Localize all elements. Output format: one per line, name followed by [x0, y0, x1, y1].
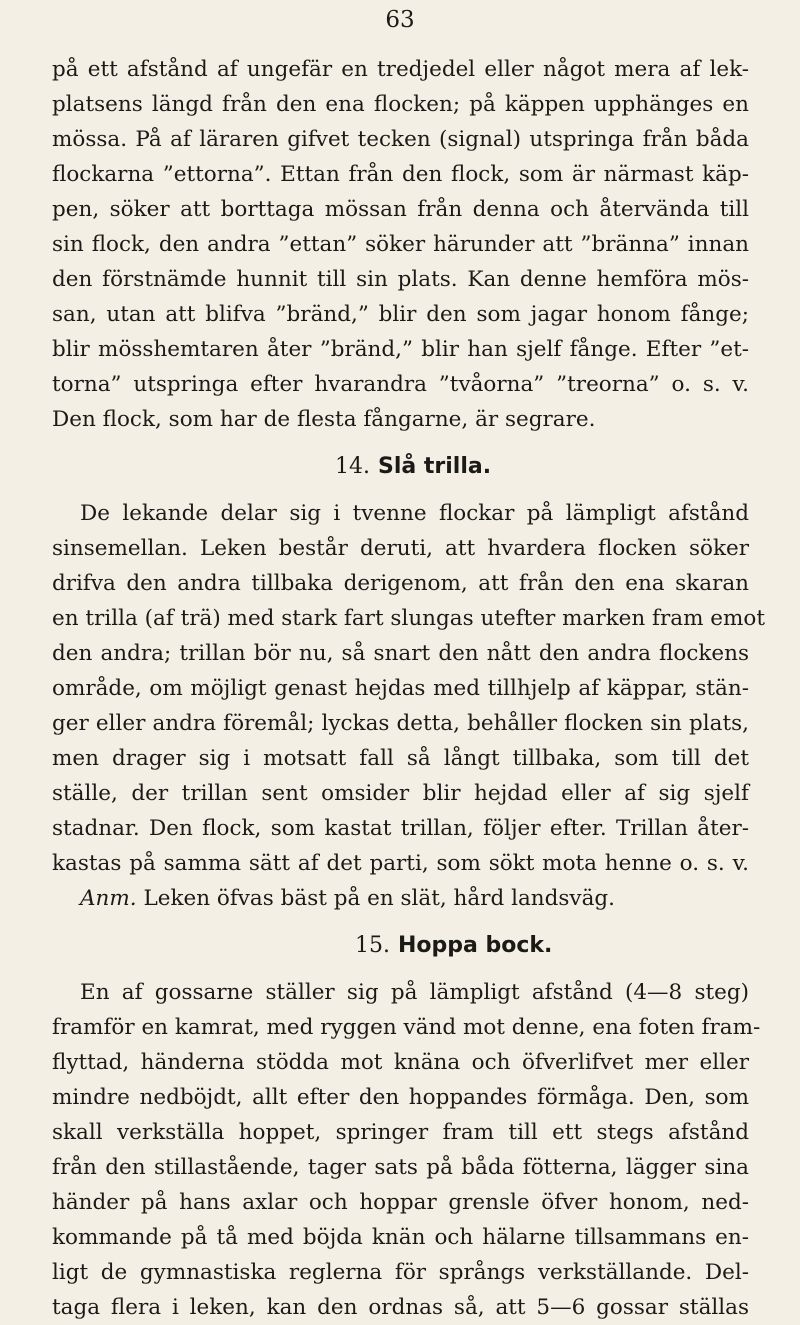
note-line [52, 881, 749, 916]
text-line: område, om möjligt genast hejdas med tillhjelp af käppar, stän- [52, 676, 749, 701]
text-line: men drager sig i motsatt fall så långt tillbaka, som till det [52, 746, 749, 771]
text-line: ger eller andra föremål; lyckas detta, behåller flocken sin plats, [52, 711, 749, 736]
text-line: framför en kamrat, med ryggen vänd mot denne, ena foten fram- [52, 1015, 761, 1040]
section-title: Slå trilla. [378, 454, 492, 479]
text-line: flyttad, händerna stödda mot knäna och öfverlifvet mer eller [52, 1050, 749, 1075]
text-line: taga flera i leken, kan den ordnas så, att 5—6 gossar ställas [52, 1295, 749, 1320]
text-line: ställe, der trillan sent omsider blir hejdad eller af sig sjelf [52, 781, 749, 806]
text-line: sinsemellan. Leken består deruti, att hvardera flocken söker [52, 536, 749, 561]
text-line: flockarna ”ettorna”. Ettan från den flock, som är närmast käp- [52, 162, 749, 187]
section-number: 15. [355, 933, 390, 958]
text-line: En af gossarne ställer sig på lämpligt afstånd (4—8 steg) [80, 980, 749, 1005]
text-line: Den flock, som har de flesta fångarne, är segrare. [52, 407, 596, 432]
text-line: mindre nedböjdt, allt efter den hoppandes förmåga. Den, som [52, 1085, 749, 1110]
text-line: den andra; trillan bör nu, så snart den nått den andra flockens [52, 641, 749, 666]
text-line: på ett afstånd af ungefär en tredjedel eller något mera af lek- [52, 57, 749, 82]
section-heading-15 [52, 928, 749, 963]
section-14-body [52, 496, 766, 916]
text-line: den förstnämde hunnit till sin plats. Kan denne hemföra mös- [52, 267, 749, 292]
text-line: san, utan att blifva ”bränd,” blir den som jagar honom fånge; [52, 302, 749, 327]
text-line: skall verkställa hoppet, springer fram till ett stegs afstånd [52, 1120, 749, 1145]
note-text: Leken öfvas bäst på en slät, hård landsväg. [136, 886, 615, 911]
text-line: drifva den andra tillbaka derigenom, att från den ena skaran [52, 571, 749, 596]
paragraph-continued [52, 52, 749, 437]
text-line: De lekande delar sig i tvenne flockar på lämpligt afstånd [80, 501, 749, 526]
text-line: torna” utspringa efter hvarandra ”tvåorna” ”treorna” o. s. v. [52, 372, 749, 397]
section-15-body [52, 975, 761, 1325]
text-line: mössa. På af läraren gifvet tecken (signal) utspringa från båda [52, 127, 749, 152]
body-text [52, 52, 766, 1325]
section-title: Hoppa bock. [398, 933, 553, 958]
text-line: stadnar. Den flock, som kastat trillan, följer efter. Trillan åter- [52, 816, 749, 841]
section-number: 14. [335, 454, 370, 479]
text-line: en trilla (af trä) med stark fart slungas utefter marken fram emot [52, 606, 766, 631]
text-line: blir mösshemtaren åter ”bränd,” blir han sjelf fånge. Efter ”et- [52, 337, 749, 362]
text-line: ligt de gymnastiska reglerna för språngs verkställande. Del- [52, 1260, 749, 1285]
text-line: från den stillastående, tager sats på båda fötterna, lägger sina [52, 1155, 749, 1180]
text-line: kommande på tå med böjda knän och hälarne tillsammans en- [52, 1225, 749, 1250]
text-line: platsens längd från den ena flocken; på käppen upphänges en [52, 92, 749, 117]
page-number: 63 [385, 7, 415, 33]
text-line: kastas på samma sätt af det parti, som sökt mota henne o. s. v. [52, 851, 749, 876]
text-line: sin flock, den andra ”ettan” söker härunder att ”bränna” innan [52, 232, 749, 257]
section-heading-14 [52, 449, 749, 484]
text-line: pen, söker att borttaga mössan från denna och återvända till [52, 197, 749, 222]
note-label: Anm. [80, 886, 137, 911]
text-line: händer på hans axlar och hoppar grensle öfver honom, ned- [52, 1190, 749, 1215]
